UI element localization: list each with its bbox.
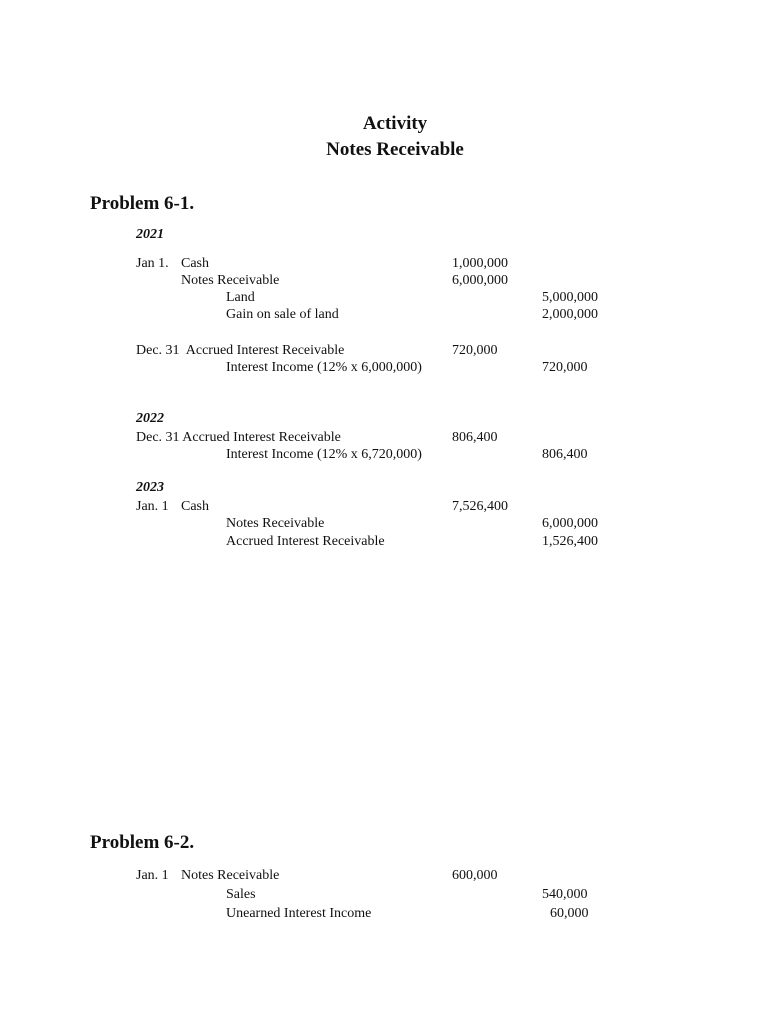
debit-amount: 720,000	[452, 343, 498, 358]
credit-amount: 806,400	[542, 447, 588, 462]
debit-account: Notes Receivable	[181, 273, 280, 288]
journal-line	[0, 867, 768, 885]
document-subtitle: Notes Receivable	[326, 139, 464, 160]
credit-account: Notes Receivable	[226, 516, 325, 531]
journal-line	[0, 515, 768, 533]
journal-line	[0, 886, 768, 904]
debit-account: Cash	[181, 499, 209, 514]
credit-account: Unearned Interest Income	[226, 906, 372, 921]
debit-account: Cash	[181, 256, 209, 271]
credit-account: Land	[226, 290, 255, 305]
journal-line	[0, 272, 768, 290]
credit-account: Interest Income (12% x 6,000,000)	[226, 360, 422, 375]
credit-account: Gain on sale of land	[226, 307, 339, 322]
credit-account: Interest Income (12% x 6,720,000)	[226, 447, 422, 462]
entry-date: Jan. 1	[136, 868, 169, 883]
credit-amount: 1,526,400	[542, 534, 598, 549]
entry-date: Jan. 1	[136, 499, 169, 514]
problem-6-2-heading: Problem 6-2.	[90, 832, 195, 853]
credit-amount: 720,000	[542, 360, 588, 375]
journal-line	[0, 289, 768, 307]
journal-line	[0, 446, 768, 464]
debit-account: Notes Receivable	[181, 868, 280, 883]
debit-amount: 806,400	[452, 430, 498, 445]
debit-amount: 6,000,000	[452, 273, 508, 288]
credit-amount: 5,000,000	[542, 290, 598, 305]
debit-amount: 7,526,400	[452, 499, 508, 514]
credit-account: Sales	[226, 887, 256, 902]
journal-line	[0, 533, 768, 551]
journal-line	[0, 255, 768, 273]
year-2021: 2021	[136, 227, 164, 242]
document-title: Activity	[362, 113, 428, 134]
credit-amount: 6,000,000	[542, 516, 598, 531]
entry-date-account: Dec. 31 Accrued Interest Receivable	[136, 343, 345, 358]
entry-date: Jan 1.	[136, 256, 169, 271]
credit-account: Accrued Interest Receivable	[226, 534, 385, 549]
debit-amount: 1,000,000	[452, 256, 508, 271]
year-2022: 2022	[136, 411, 164, 426]
credit-amount: 60,000	[550, 906, 589, 921]
problem-6-1-heading: Problem 6-1.	[90, 193, 195, 214]
credit-amount: 540,000	[542, 887, 588, 902]
debit-amount: 600,000	[452, 868, 498, 883]
journal-line	[0, 905, 768, 923]
year-2023: 2023	[136, 480, 164, 495]
journal-line	[0, 342, 768, 360]
journal-line	[0, 359, 768, 377]
journal-line	[0, 498, 768, 516]
entry-date-account: Dec. 31 Accrued Interest Receivable	[136, 430, 341, 445]
journal-line	[0, 429, 768, 447]
credit-amount: 2,000,000	[542, 307, 598, 322]
journal-line	[0, 306, 768, 324]
